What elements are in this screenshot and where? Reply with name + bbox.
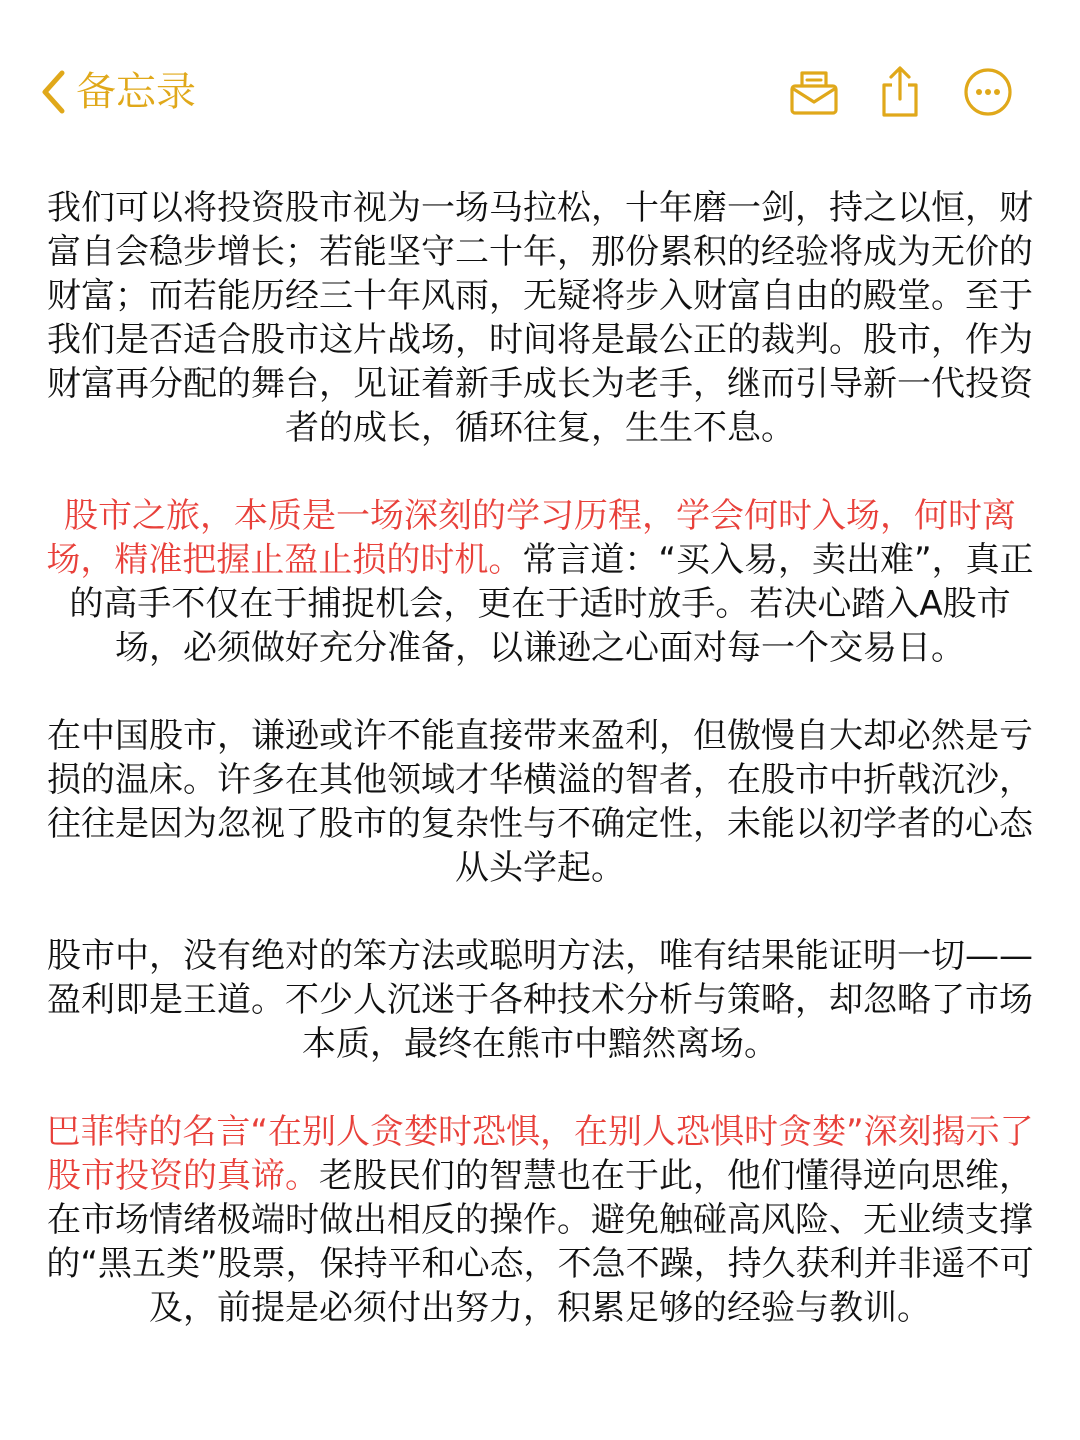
back-label: 备忘录 — [76, 69, 196, 115]
ellipsis-circle-icon — [962, 66, 1014, 118]
paragraph-text: 股市中，没有绝对的笨方法或聪明方法，唯有结果能证明一切——盈利即是王道。不少人沉迷于各种技术分析与策略，却忽略了市场本质，最终在熊市中黯然离场。 — [47, 936, 1033, 1064]
paragraph-2 — [40, 494, 1040, 670]
highlighted-text: 巴菲特的名言“在别人贪婪时恐惧，在别人恐惧时贪婪”深刻揭示了股市投资的真谛。 — [46, 1112, 1034, 1196]
paragraph-text: 我们可以将投资股市视为一场马拉松，十年磨一剑，持之以恒，财富自会稳步增长；若能坚守二十年，那份累积的经验将成为无价的财富；而若能历经三十年风雨，无疑将步入财富自由的殿堂。至于我们是否适合股市这片战场，时间将是最公正的裁判。股市，作为财富再分配的舞台，见证着新手成长为老手，继而引导新一代投资者的成长，循环往复，生生不息。 — [47, 188, 1033, 448]
chevron-left-icon — [40, 69, 66, 115]
navigation-bar — [0, 0, 1080, 170]
paragraph-3 — [40, 714, 1040, 890]
share-button[interactable] — [872, 64, 928, 120]
more-button[interactable] — [960, 64, 1016, 120]
share-icon — [878, 65, 922, 119]
compose-button[interactable] — [786, 64, 842, 120]
back-button[interactable] — [40, 62, 196, 122]
paragraph-text: 常言道：“买入易，卖出难”，真正的高手不仅在于捕捉机会，更在于适时放手。若决心踏入A股市场，必须做好充分准备，以谦逊之心面对每一个交易日。 — [69, 540, 1034, 668]
paragraph-1 — [40, 186, 1040, 450]
highlighted-text: 股市之旅，本质是一场深刻的学习历程，学会何时入场，何时离场，精准把握止盈止损的时机。 — [46, 496, 1016, 580]
paragraph-4 — [40, 934, 1040, 1066]
compose-envelope-icon — [788, 68, 840, 116]
paragraph-text: 在中国股市，谦逊或许不能直接带来盈利，但傲慢自大却必然是亏损的温床。许多在其他领域才华横溢的智者，在股市中折戟沉沙，往往是因为忽视了股市的复杂性与不确定性，未能以初学者的心态从头学起。 — [47, 716, 1033, 888]
note-body[interactable] — [40, 186, 1040, 1330]
paragraph-5 — [40, 1110, 1040, 1330]
paragraph-text: 老股民们的智慧也在于此，他们懂得逆向思维，在市场情绪极端时做出相反的操作。避免触碰高风险、无业绩支撑的“黑五类”股票，保持平和心态，不急不躁，持久获利并非遥不可及，前提是必须付出努力，积累足够的经验与教训。 — [46, 1156, 1034, 1328]
